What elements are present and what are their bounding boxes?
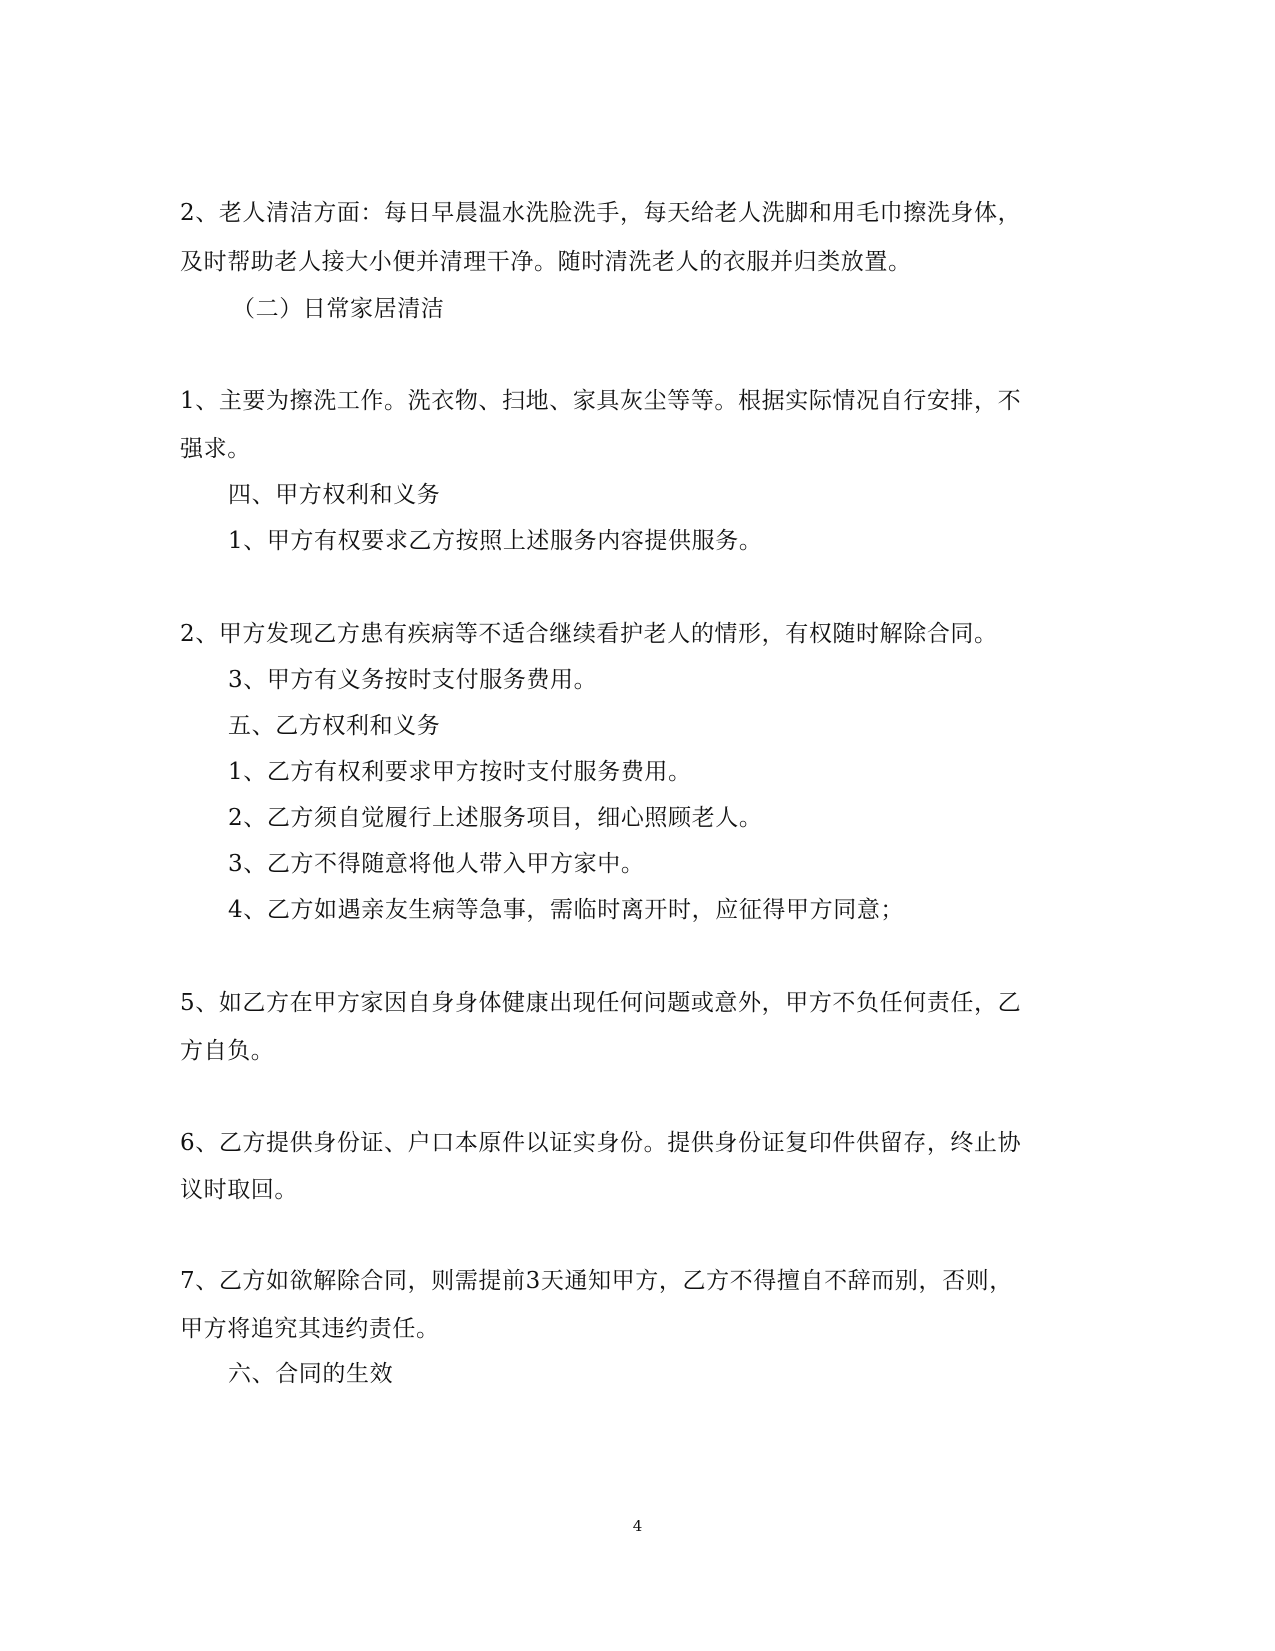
- paragraph-line: 强求。: [180, 436, 251, 462]
- section-heading: （二）日常家居清洁: [232, 296, 445, 322]
- paragraph-line: 6、乙方提供身份证、户口本原件以证实身份。提供身份证复印件供留存，终止协: [180, 1130, 1022, 1156]
- section-heading: 六、合同的生效: [228, 1361, 394, 1387]
- paragraph-line: 及时帮助老人接大小便并清理干净。随时清洗老人的衣服并归类放置。: [180, 249, 912, 275]
- paragraph-line: 1、主要为擦洗工作。洗衣物、扫地、家具灰尘等等。根据实际情况自行安排，不: [180, 388, 1022, 414]
- paragraph-line: 1、甲方有权要求乙方按照上述服务内容提供服务。: [228, 528, 763, 554]
- paragraph-line: 2、乙方须自觉履行上述服务项目，细心照顾老人。: [228, 805, 763, 831]
- paragraph-line: 2、老人清洁方面：每日早晨温水洗脸洗手，每天给老人洗脚和用毛巾擦洗身体，: [180, 200, 1022, 226]
- section-heading: 五、乙方权利和义务: [228, 713, 441, 739]
- paragraph-line: 7、乙方如欲解除合同，则需提前3天通知甲方，乙方不得擅自不辞而别，否则，: [180, 1268, 1013, 1294]
- paragraph-line: 方自负。: [180, 1038, 275, 1064]
- section-heading: 四、甲方权利和义务: [228, 482, 441, 508]
- paragraph-line: 2、甲方发现乙方患有疾病等不适合继续看护老人的情形，有权随时解除合同。: [180, 621, 998, 647]
- paragraph-line: 3、甲方有义务按时支付服务费用。: [228, 667, 598, 693]
- paragraph-line: 1、乙方有权利要求甲方按时支付服务费用。: [228, 759, 692, 785]
- paragraph-line: 5、如乙方在甲方家因自身身体健康出现任何问题或意外，甲方不负任何责任，乙: [180, 990, 1022, 1016]
- page-number: 4: [632, 1517, 643, 1535]
- paragraph-line: 甲方将追究其违约责任。: [180, 1316, 440, 1342]
- paragraph-line: 3、乙方不得随意将他人带入甲方家中。: [228, 851, 645, 877]
- paragraph-line: 4、乙方如遇亲友生病等急事，需临时离开时，应征得甲方同意；: [228, 897, 905, 923]
- paragraph-line: 议时取回。: [180, 1177, 298, 1203]
